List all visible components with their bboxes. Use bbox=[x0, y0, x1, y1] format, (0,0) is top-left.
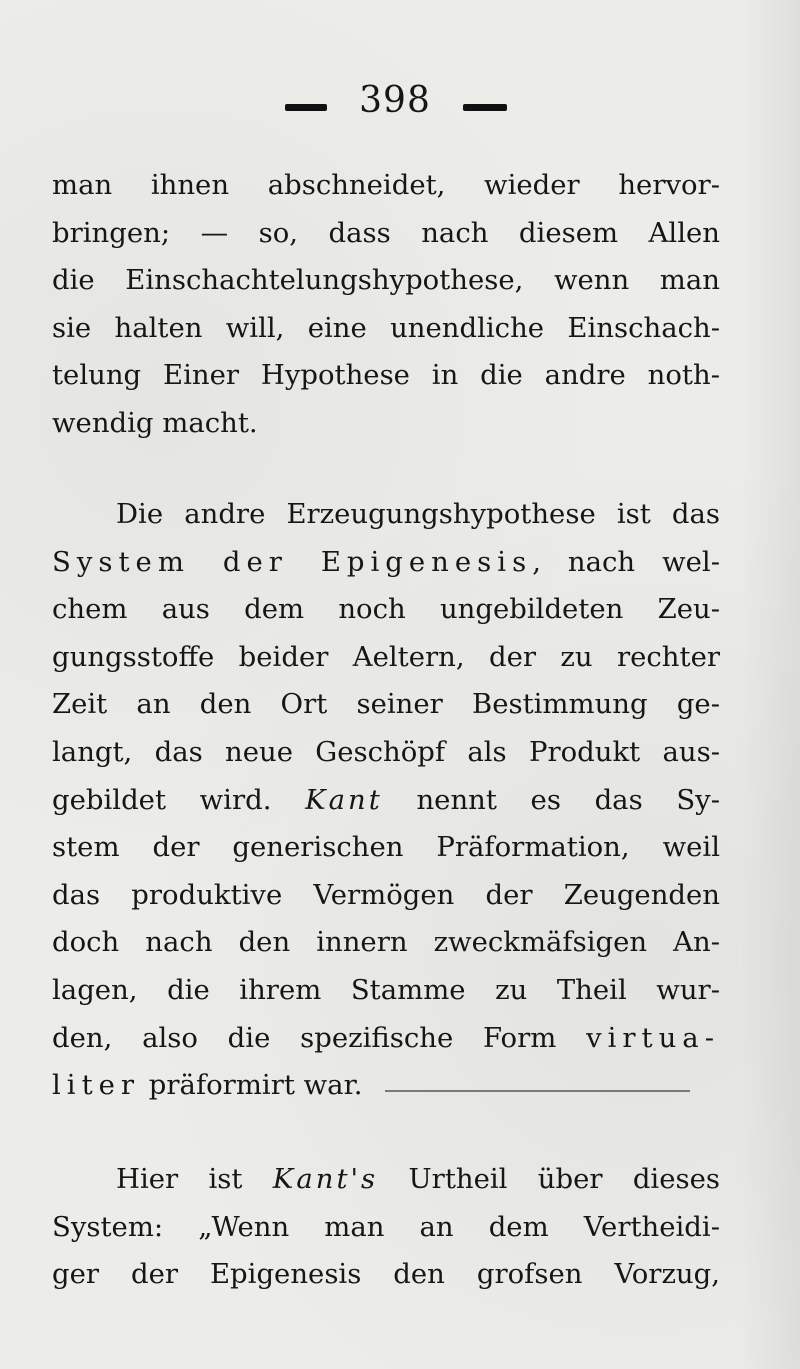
text-run: Die andre Erzeugungshypothese ist das bbox=[116, 498, 720, 530]
text-line bbox=[52, 729, 720, 777]
text-line: man ihnen abschneidet, wieder hervor- bbox=[52, 169, 720, 201]
paragraph-2 bbox=[52, 491, 720, 1110]
text-line bbox=[52, 491, 720, 539]
text-run: Urtheil über dieses bbox=[378, 1163, 720, 1195]
page-shading bbox=[740, 0, 800, 1369]
text-run: Zeit an den Ort seiner Bestimmung ge- bbox=[52, 688, 720, 721]
text-run: den, also die spezifische Form bbox=[52, 1021, 587, 1054]
paragraph-1 bbox=[52, 162, 720, 448]
text-line bbox=[52, 1251, 720, 1299]
text-run: langt, das neue Geschöpf als Produkt aus- bbox=[52, 735, 720, 768]
spaced-term: System der Epigenesis bbox=[52, 545, 533, 578]
text-run: gebildet wird. bbox=[52, 783, 306, 816]
text-line bbox=[52, 777, 720, 825]
text-run: doch nach den innern zweckmäfsigen An- bbox=[52, 926, 720, 959]
text-run: lagen, die ihrem Stamme zu Theil wur- bbox=[52, 973, 720, 1006]
text-line bbox=[52, 1156, 720, 1204]
text-run: stem der generischen Präformation, weil bbox=[52, 831, 720, 864]
text-line: die Einschachtelungshypothese, wenn man bbox=[52, 264, 720, 297]
text-line bbox=[52, 634, 720, 682]
text-line bbox=[52, 1062, 720, 1110]
text-run: chem aus dem noch ungebildeten Zeu- bbox=[52, 593, 720, 626]
italic-name: Kant bbox=[305, 783, 383, 816]
text-line bbox=[52, 919, 720, 967]
page-number: 398 bbox=[359, 80, 431, 121]
page-header bbox=[0, 78, 800, 138]
text-line: wendig macht. bbox=[52, 406, 258, 439]
text-run: , nach wel- bbox=[532, 545, 720, 578]
text-line bbox=[52, 824, 720, 872]
text-line bbox=[52, 586, 720, 634]
text-line bbox=[52, 967, 720, 1015]
text-line: telung Einer Hypothese in die andre noth- bbox=[52, 359, 720, 392]
separator-rule bbox=[385, 1090, 690, 1092]
text-line: bringen; — so, dass nach diesem Allen bbox=[52, 216, 720, 249]
spaced-term: virtua- bbox=[586, 1021, 720, 1054]
header-dash-right bbox=[463, 104, 507, 111]
text-run: ger der Epigenesis den grofsen Vorzug, bbox=[52, 1258, 720, 1291]
text-run: präformirt war. bbox=[140, 1069, 363, 1102]
text-run: das produktive Vermögen der Zeugenden bbox=[52, 878, 720, 911]
italic-name: Kant's bbox=[272, 1163, 379, 1195]
text-line bbox=[52, 539, 720, 587]
header-dash-left bbox=[285, 104, 327, 111]
text-line bbox=[52, 872, 720, 920]
spaced-term: liter bbox=[52, 1069, 141, 1102]
text-line bbox=[52, 1204, 720, 1252]
paragraph-3 bbox=[52, 1156, 720, 1299]
text-run: gungsstoffe beider Aeltern, der zu rechter bbox=[52, 640, 720, 673]
text-run: System: „Wenn man an dem Vertheidi- bbox=[52, 1210, 720, 1243]
text-line bbox=[52, 1015, 720, 1063]
text-line bbox=[52, 681, 720, 729]
text-line: sie halten will, eine unendliche Einschach- bbox=[52, 311, 720, 344]
text-run: Hier ist bbox=[116, 1163, 273, 1195]
text-run: nennt es das Sy- bbox=[382, 783, 720, 816]
